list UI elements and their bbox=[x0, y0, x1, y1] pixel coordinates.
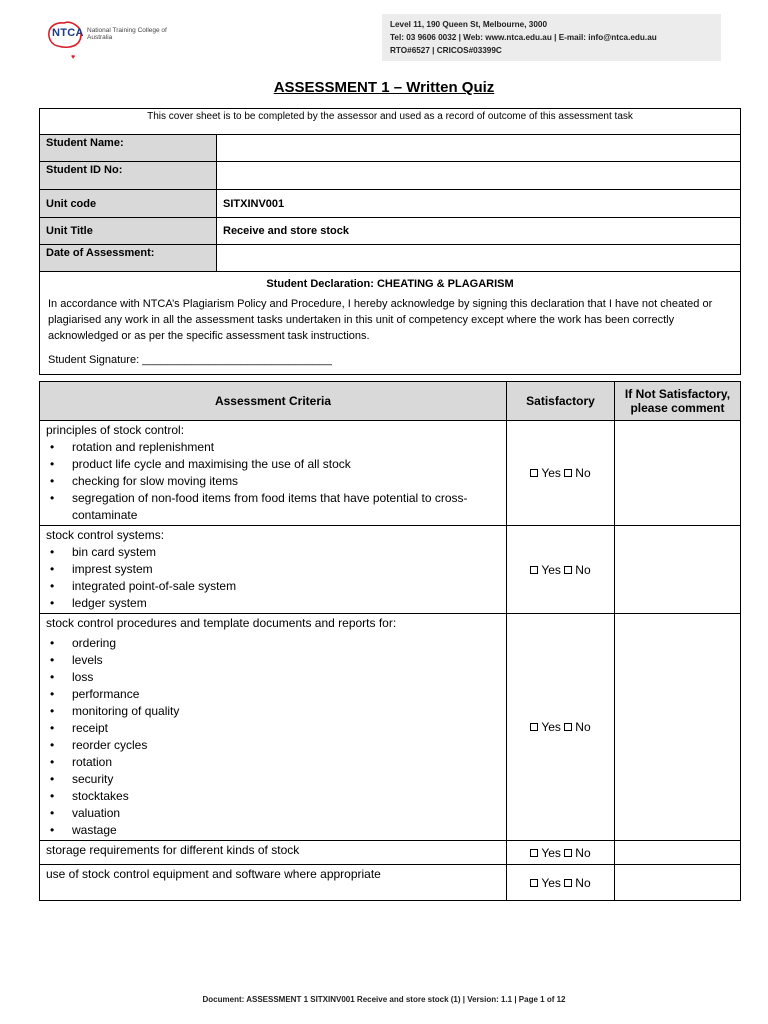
satisfactory-cell bbox=[507, 614, 615, 841]
list-item: • levels bbox=[46, 652, 500, 669]
comment-cell[interactable] bbox=[615, 421, 741, 526]
declaration-text: In accordance with NTCA’s Plagiarism Policy and Procedure, I hereby acknowledge by signing this declaration that I have not cheated or plagiarised any work in all the assessment tasks undertaken in this unit of competency except where the work has been correctly acknowledged or as per the specific assessment task instructions. bbox=[48, 298, 713, 342]
list-item: • product life cycle and maximising the use of all stock bbox=[46, 456, 500, 473]
satisfactory-cell bbox=[507, 421, 615, 526]
date-of-assessment-field[interactable] bbox=[217, 245, 741, 272]
contact-box bbox=[382, 14, 721, 61]
yes-label: Yes bbox=[541, 845, 561, 860]
list-item: • performance bbox=[46, 686, 500, 703]
page-title: ASSESSMENT 1 – Written Quiz bbox=[273, 79, 495, 96]
college-name: National Training College of Australia bbox=[87, 27, 167, 41]
criteria-heading: principles of stock control: bbox=[46, 423, 185, 437]
assessment-criteria-table bbox=[39, 381, 741, 901]
list-item: • valuation bbox=[46, 805, 500, 822]
no-checkbox[interactable] bbox=[564, 879, 572, 887]
field-label-student-id: Student ID No: bbox=[40, 162, 217, 190]
column-header-criteria: Assessment Criteria bbox=[40, 382, 507, 421]
list-item: • rotation bbox=[46, 754, 500, 771]
criteria-row bbox=[40, 841, 741, 865]
list-item: • segregation of non-food items from food items that have potential to cross-contaminate bbox=[46, 490, 500, 524]
ntca-logo bbox=[46, 20, 167, 61]
contact-phone-web-email: Tel: 03 9606 0032 | Web: www.ntca.edu.au | E-mail: info@ntca.edu.au bbox=[390, 33, 657, 42]
cover-intro: This cover sheet is to be completed by the assessor and used as a record of outcome of this assessment task bbox=[40, 109, 741, 135]
list-item: • bin card system bbox=[46, 544, 500, 561]
yes-label: Yes bbox=[541, 466, 561, 480]
no-label: No bbox=[575, 562, 591, 577]
heart-icon: ♥ bbox=[71, 54, 76, 61]
criteria-heading: storage requirements for different kinds of stock bbox=[46, 843, 300, 857]
column-header-comment: If Not Satisfactory, please comment bbox=[615, 382, 741, 421]
yes-label: Yes bbox=[541, 875, 561, 890]
list-item: • wastage bbox=[46, 822, 500, 839]
list-item: • loss bbox=[46, 669, 500, 686]
yes-label: Yes bbox=[541, 720, 561, 734]
page-footer: Document: ASSESSMENT 1 SITXINV001 Receive and store stock (1) | Version: 1.1 | Page 1 of 12 bbox=[202, 995, 566, 1004]
contact-rto-cricos: RTO#6527 | CRICOS#03399C bbox=[390, 46, 502, 55]
comment-cell[interactable] bbox=[615, 865, 741, 901]
criteria-heading: stock control procedures and template documents and reports for: bbox=[46, 616, 397, 630]
student-declaration bbox=[40, 272, 741, 375]
list-item: • monitoring of quality bbox=[46, 703, 500, 720]
logo-text: NTCA bbox=[52, 27, 84, 39]
comment-cell[interactable] bbox=[615, 614, 741, 841]
list-item: • reorder cycles bbox=[46, 737, 500, 754]
field-label-date: Date of Assessment: bbox=[40, 245, 217, 272]
list-item: • integrated point-of-sale system bbox=[46, 578, 500, 595]
yes-checkbox[interactable] bbox=[530, 469, 538, 477]
yes-label: Yes bbox=[541, 562, 561, 577]
list-item: • ordering bbox=[46, 635, 500, 652]
criteria-heading: stock control systems: bbox=[46, 528, 165, 542]
no-label: No bbox=[575, 720, 591, 734]
list-item: • receipt bbox=[46, 720, 500, 737]
student-signature-line[interactable]: Student Signature: _______________________________ bbox=[48, 354, 332, 366]
no-label: No bbox=[575, 466, 591, 480]
field-label-unit-title: Unit Title bbox=[40, 218, 217, 245]
declaration-title: Student Declaration: CHEATING & PLAGARISM bbox=[266, 278, 514, 290]
comment-cell[interactable] bbox=[615, 526, 741, 614]
field-label-student-name: Student Name: bbox=[40, 135, 217, 162]
criteria-row bbox=[40, 614, 741, 841]
criteria-heading: use of stock control equipment and software where appropriate bbox=[46, 867, 381, 881]
criteria-row bbox=[40, 526, 741, 614]
yes-checkbox[interactable] bbox=[530, 723, 538, 731]
list-item: • checking for slow moving items bbox=[46, 473, 500, 490]
student-id-field[interactable] bbox=[217, 162, 741, 190]
satisfactory-cell bbox=[507, 865, 615, 901]
list-item: • stocktakes bbox=[46, 788, 500, 805]
cover-sheet-table bbox=[39, 108, 741, 375]
student-name-field[interactable] bbox=[217, 135, 741, 162]
no-checkbox[interactable] bbox=[564, 469, 572, 477]
yes-checkbox[interactable] bbox=[530, 566, 538, 574]
criteria-row bbox=[40, 865, 741, 901]
no-label: No bbox=[575, 845, 591, 860]
criteria-row bbox=[40, 421, 741, 526]
no-label: No bbox=[575, 875, 591, 890]
no-checkbox[interactable] bbox=[564, 566, 572, 574]
no-checkbox[interactable] bbox=[564, 723, 572, 731]
column-header-satisfactory: Satisfactory bbox=[507, 382, 615, 421]
list-item: • ledger system bbox=[46, 595, 500, 612]
no-checkbox[interactable] bbox=[564, 849, 572, 857]
satisfactory-cell bbox=[507, 526, 615, 614]
list-item: • security bbox=[46, 771, 500, 788]
list-item: • imprest system bbox=[46, 561, 500, 578]
satisfactory-cell bbox=[507, 841, 615, 865]
comment-cell[interactable] bbox=[615, 841, 741, 865]
contact-address: Level 11, 190 Queen St, Melbourne, 3000 bbox=[390, 20, 547, 29]
unit-title-value: Receive and store stock bbox=[217, 218, 741, 245]
list-item: • rotation and replenishment bbox=[46, 439, 500, 456]
unit-code-value: SITXINV001 bbox=[217, 190, 741, 218]
yes-checkbox[interactable] bbox=[530, 879, 538, 887]
field-label-unit-code: Unit code bbox=[40, 190, 217, 218]
yes-checkbox[interactable] bbox=[530, 849, 538, 857]
